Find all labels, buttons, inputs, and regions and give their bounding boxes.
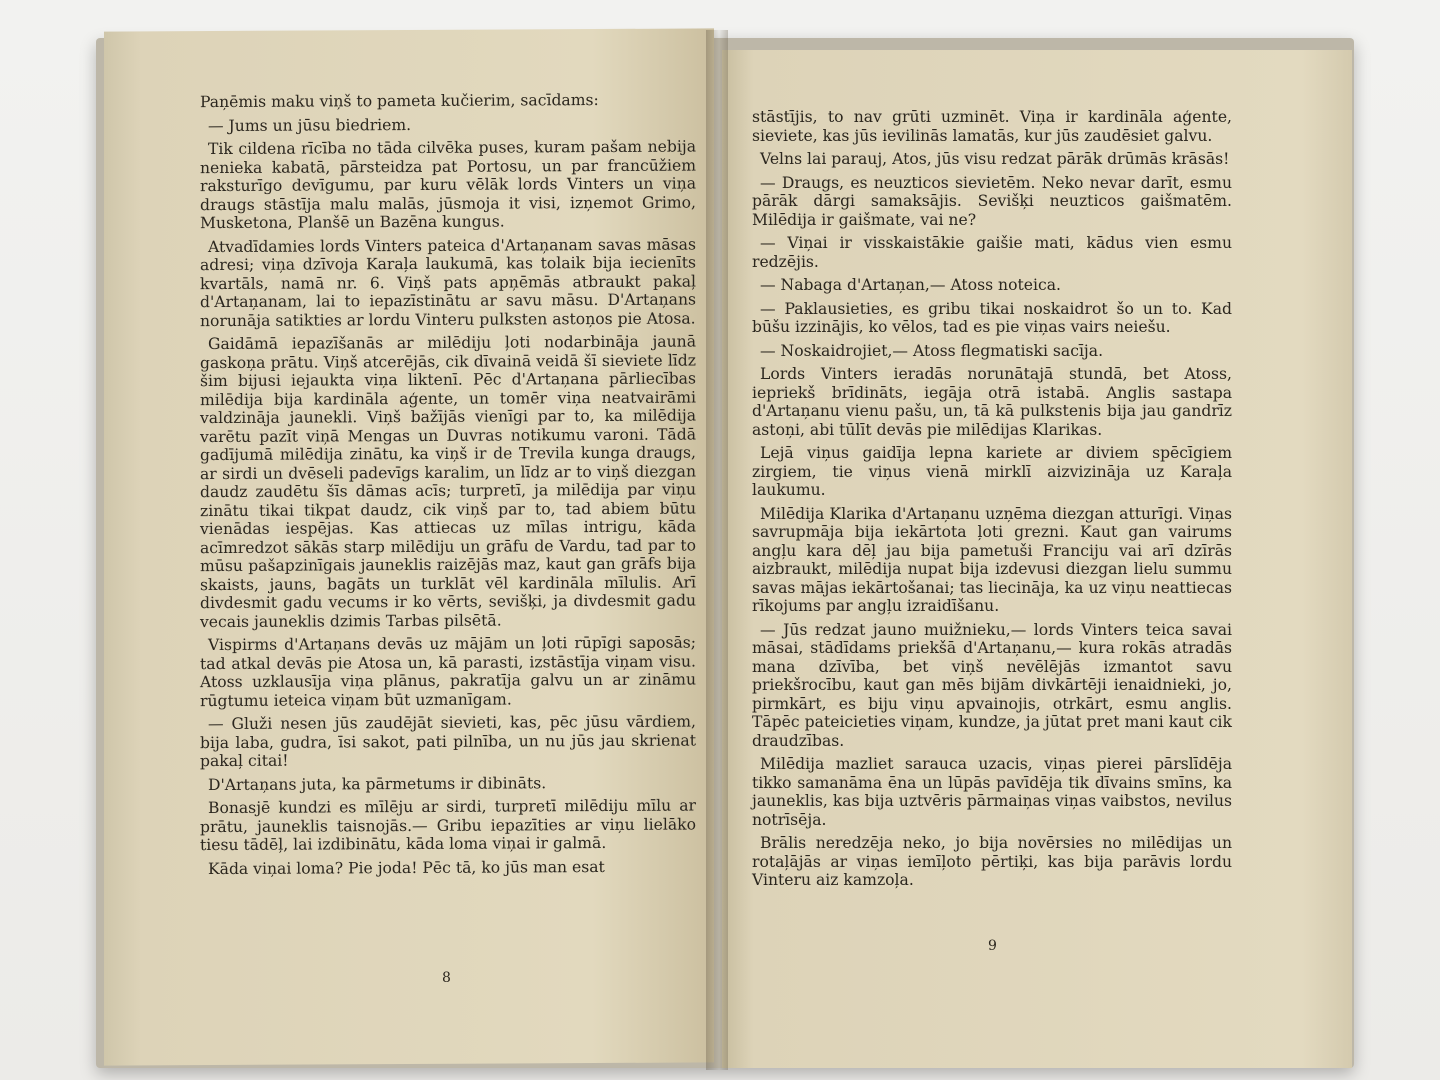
paragraph: Tik cildena rīcība no tāda cilvēka puses, kuram pašam nebija nenieka kabatā, pārsteidza pat Portosu, un par francūžiem raksturīgo devīgumu, par kuru vēlāk lords Vinters un viņa draugs stāstīja malu malās, jūsmoja it visi, izņemot Grimo, Musketona, Planšē un Bazēna kungus.: [200, 137, 696, 233]
paragraph: — Viņai ir visskaistākie gaišie mati, kādus vien esmu redzējis.: [752, 234, 1232, 271]
paragraph: Paņēmis maku viņš to pameta kučierim, sacīdams:: [200, 91, 599, 112]
paragraph: Brālis neredzēja neko, jo bija novērsies no milēdijas un rotaļājās ar viņas iemīļoto pērtiķi, kas bija parāvis lordu Vinteru aiz kamzoļa.: [752, 834, 1232, 889]
paragraph: Vispirms d'Artaņans devās uz mājām un ļoti rūpīgi saposās; tad atkal devās pie Atosa un, kā parasti, izstāstīja viņam visu. Atoss uzklausīja viņa plānus, pakratīja galvu un ar zināmu rūgtumu ieteica viņam būt uzmanīgam.: [200, 633, 696, 710]
paragraph: Atvadīdamies lords Vinters pateica d'Artaņanam savas māsas adresi; viņa dzīvoja Karaļa laukumā, kas tolaik bija iecienīts kvartāls, namā nr. 6. Viņš pats apņēmās atbraukt pakaļ d'Artaņanam, lai to iepazīstinātu ar savu māsu. D'Artaņans norunāja satikties ar lordu Vinteru pulksten astoņos pie Atosa.: [200, 234, 696, 330]
paragraph: — Draugs, es neuzticos sievietēm. Neko nevar darīt, esmu pārāk dārgi samaksājis. Sevišķi neuzticos gaišmatēm. Milēdija ir gaišmate, vai ne?: [752, 173, 1232, 229]
page-number: 9: [988, 938, 997, 954]
paragraph: stāstījis, to nav grūti uzminēt. Viņa ir kardināla aģente, sieviete, kas jūs ievilinās lamatās, kur jūs zaudēsiet galvu.: [752, 108, 1232, 145]
right-page-text: [752, 108, 1232, 895]
paragraph: — Jūs redzat jauno muižnieku,— lords Vinters teica savai māsai, stādīdams priekšā d'Artaņanu,— kura rokās atradās mana dzīvība, bet viņš nevēlējās izmantot savu priekšrocību, kaut gan mēs bijām divkārtēji ienaidnieki, jo, pirmkārt, es biju viņu apvainojis, otrkārt, esmu anglis. Tāpēc pateicieties viņam, kundze, ja jūtat pret mani kaut cik draudzības.: [752, 620, 1232, 750]
paragraph: Lejā viņus gaidīja lepna kariete ar diviem spēcīgiem zirgiem, tie viņus vienā mirklī aizvizināja uz Karaļa laukumu.: [752, 444, 1232, 499]
paragraph: — Nabaga d'Artaņan,— Atoss noteica.: [760, 276, 1061, 294]
book-gutter: [706, 30, 728, 1070]
page-number: 8: [442, 969, 451, 986]
left-page-text: [200, 90, 696, 883]
paragraph: — Gluži nesen jūs zaudējāt sievieti, kas, pēc jūsu vārdiem, bija laba, gudra, īsi sakot, pati pilnība, un nu jūs jau skrienat pakaļ citai!: [200, 712, 696, 771]
right-page: [722, 50, 1352, 1068]
left-page: [104, 28, 714, 1065]
paragraph: Milēdija mazliet sarauca uzacis, viņas pierei pārslīdēja tikko samanāma ēna un lūpās pavīdēja tik dīvains smīns, ka jauneklis, kas bija uztvēris pārmaiņas viņas vaibstos, nevilus notrīsēja.: [752, 755, 1232, 829]
paragraph: Milēdija Klarika d'Artaņanu uzņēma diezgan atturīgi. Viņas savrupmāja bija iekārtota ļoti grezni. Kaut gan vairums angļu kara dēļ jau bija pametuši Franciju vai arī dzīrās aizbraukt, milēdija nupat bija izdevusi diezgan lielu summu savas mājas iekārtošanai; tas liecināja, ka uz viņu neattiecas rīkojums par angļu izraidīšanu.: [752, 504, 1232, 615]
paragraph: Bonasjē kundzi es mīlēju ar sirdi, turpretī milēdiju mīlu ar prātu, jauneklis taisnojās.— Gribu iepazīties ar viņu lielāko tiesu tādēļ, lai izdibinātu, kāda loma viņai ir galmā.: [200, 796, 696, 855]
paragraph: Gaidāmā iepazīšanās ar milēdiju ļoti nodarbināja jaunā gaskoņa prātu. Viņš atcerējās, cik dīvainā veidā šī sieviete līdz šim bijusi iejaukta viņa liktenī. Pēc d'Artaņana pārliecības milēdija bija kardināla aģente, un tomēr viņa neatvairāmi valdzināja jaunekli. Viņš bažījās vienīgi par to, ka milēdija varētu pazīt viņā Mengas un Duvras notikumu varoni. Tādā gadījumā milēdija zinātu, ka viņš ir de Trevila kunga draugs, ar sirdi un dvēseli padevīgs karalim, un līdz ar to viņš diezgan daudz zaudētu šīs dāmas acīs; turpretī, ja milēdija par viņu zinātu tikai tikpat daudz, cik viņš par to, tad abiem būtu vienādas iespējas. Kas attiecas uz mīlas intrigu, kāda acīmredzot sākās starp milēdiju un grāfu de Vardu, tad par to mūsu pašapzinīgais jauneklis raizējās maz, kaut gan grāfs bija skaists, jauns, bagāts un turklāt vēl kardināla mīlulis. Arī divdesmit gadu vecums ir ko vērts, sevišķi, ja divdesmit gadu vecais jauneklis dzimis Tarbas pilsētā.: [200, 332, 696, 631]
paragraph: D'Artaņans juta, ka pārmetums ir dibināts.: [208, 773, 547, 794]
paragraph: — Noskaidrojiet,— Atoss flegmatiski sacīja.: [760, 341, 1104, 360]
paragraph: Lords Vinters ieradās norunātajā stundā, bet Atoss, iepriekš brīdināts, iegāja otrā istabā. Anglis sastapa d'Artaņanu vienu pašu, un, tā kā pulkstenis bija jau gandrīz astoņi, abi tūlīt devās pie milēdijas Klarikas.: [752, 365, 1232, 439]
paragraph: — Paklausieties, es gribu tikai noskaidrot šo un to. Kad būšu izzinājis, ko vēlos, tad es pie viņas vairs neiešu.: [752, 299, 1232, 336]
paragraph: Kāda viņai loma? Pie joda! Pēc tā, ko jūs man esat: [208, 857, 605, 878]
paragraph: Velns lai parauj, Atos, jūs visu redzat pārāk drūmās krāsās!: [760, 150, 1230, 168]
paragraph: — Jums un jūsu biedriem.: [208, 115, 412, 135]
